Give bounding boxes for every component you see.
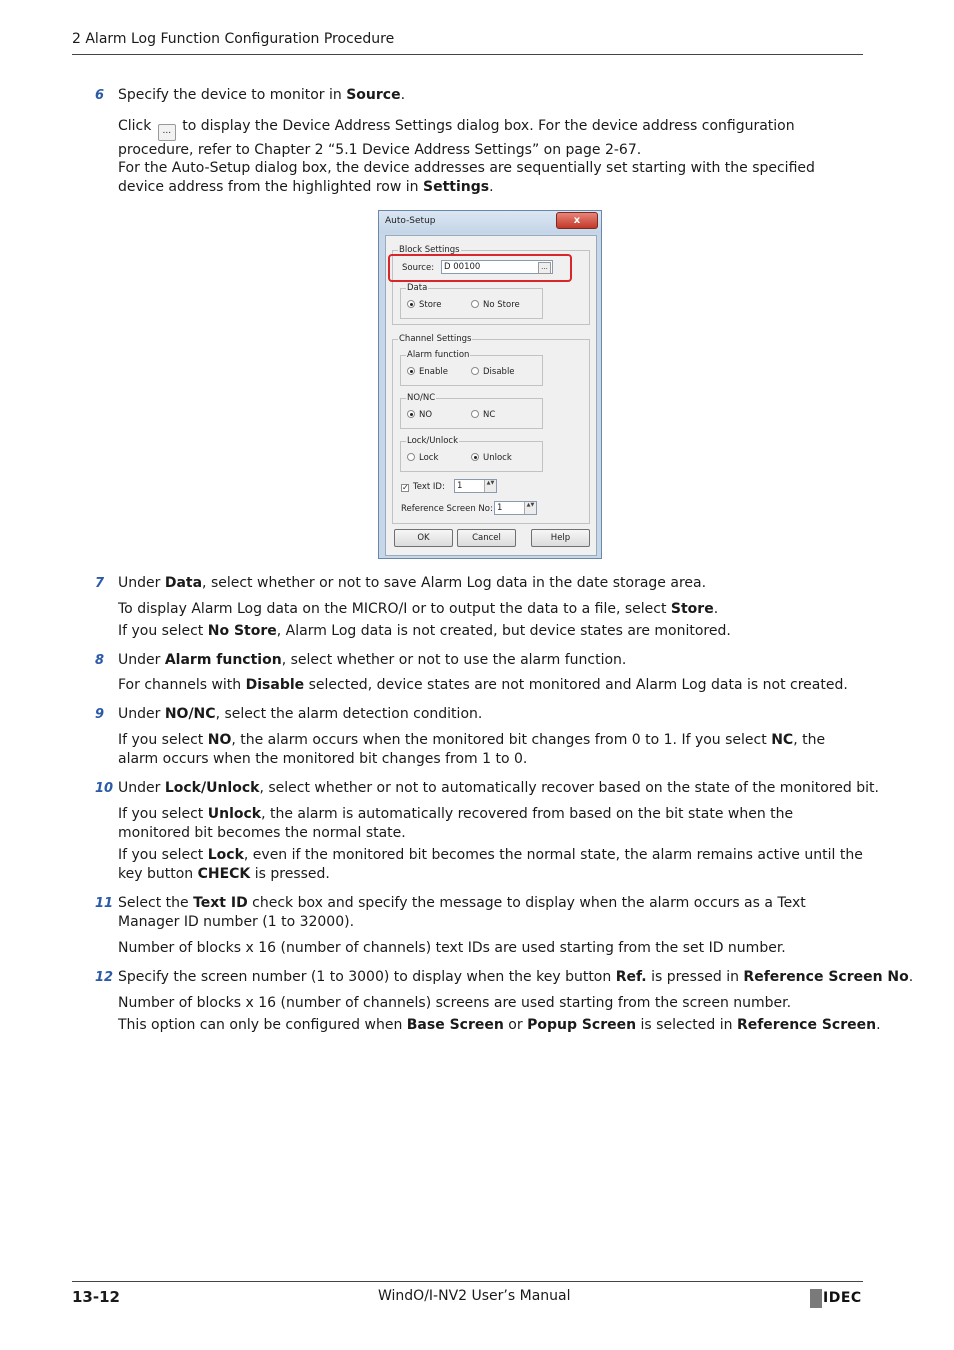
help-button[interactable]: Help [531, 529, 590, 547]
step-11-main: Select the Text ID check box and specify the message to display when the alarm occurs as a Text Manager ID number (1 to 32000). [118, 895, 806, 930]
browse-icon[interactable]: ... [538, 262, 551, 274]
reference-screen-label: Reference Screen No: [401, 504, 493, 514]
dialog-titlebar [379, 211, 601, 233]
ok-button[interactable]: OK [394, 529, 453, 547]
alarm-function-caption: Alarm function [407, 350, 470, 360]
close-icon[interactable]: x [556, 212, 598, 229]
lock-unlock-group [400, 436, 543, 472]
step-6-para-2: For the Auto-Setup dialog box, the device addresses are sequentially set starting with the specified device address from the highlighted row in Settings. [118, 160, 815, 195]
data-group [400, 283, 543, 319]
dialog-title: Auto-Setup [385, 216, 436, 226]
step-10-para-1: If you select Unlock, the alarm is automatically recovered from based on the bit state when the monitored bit becomes the normal state. [118, 806, 794, 841]
step-11-para-1: Number of blocks x 16 (number of channels) text IDs are used starting from the set ID number. [118, 940, 786, 956]
manual-title: WindO/I-NV2 User’s Manual [378, 1288, 571, 1304]
reference-screen-input[interactable]: 1 ▲▼ [494, 501, 537, 515]
step-6-para-1: Click ... to display the Device Address Settings dialog box. For the device address configuration procedure, refer to Chapter 2 “5.1 Device Address Settings” on page 2-67. [118, 118, 795, 158]
lock-unlock-caption: Lock/Unlock [407, 436, 459, 446]
step-9-para-1: If you select NO, the alarm occurs when the monitored bit changes from 0 to 1. If you select NC, the alarm occurs when the monitored bit changes from 1 to 0. [118, 732, 826, 767]
page-number: 13-12 [72, 1288, 120, 1306]
nc-radio[interactable]: NC [471, 410, 495, 421]
step-9-main: Under NO/NC, select the alarm detection condition. [118, 706, 483, 722]
radio-icon [471, 300, 479, 308]
step-12-main: Specify the screen number (1 to 3000) to display when the key button Ref. is pressed in Reference Screen No. [118, 969, 914, 985]
footer-rule [72, 1281, 863, 1282]
text-id-checkbox[interactable]: ✓ Text ID: [402, 482, 445, 492]
unlock-radio[interactable]: Unlock [471, 453, 512, 464]
lock-radio[interactable]: Lock [407, 453, 438, 464]
radio-icon [471, 367, 479, 375]
step-6-main: Specify the device to monitor in Source. [118, 87, 406, 103]
data-caption: Data [407, 283, 428, 293]
text-id-input[interactable]: 1 ▲▼ [454, 479, 497, 493]
spin-icon[interactable]: ▲▼ [524, 502, 536, 514]
radio-icon [407, 453, 415, 461]
header-rule [72, 54, 863, 55]
no-store-radio[interactable]: No Store [471, 300, 520, 311]
spin-icon[interactable]: ▲▼ [484, 480, 496, 492]
step-10-para-2: If you select Lock, even if the monitored bit becomes the normal state, the alarm remains active until the key button CHECK is pressed. [118, 847, 863, 882]
radio-selected-icon [407, 410, 415, 418]
radio-icon [471, 410, 479, 418]
step-12-number: 12 [95, 970, 114, 985]
step-10-number: 10 [95, 781, 114, 796]
dialog-body [385, 235, 597, 556]
step-8-number: 8 [95, 653, 105, 668]
source-highlight-box [388, 254, 572, 282]
no-radio[interactable]: NO [407, 410, 432, 421]
source-label: Source: [402, 263, 435, 273]
step-12-para-1: Number of blocks x 16 (number of channels) screens are used starting from the screen number. [118, 995, 792, 1011]
logo-bar [810, 1289, 822, 1308]
step-7-para-2: If you select No Store, Alarm Log data is not created, but device states are monitored. [118, 623, 731, 639]
alarm-function-group [400, 350, 543, 386]
step-9-number: 9 [95, 707, 105, 722]
step-10-main: Under Lock/Unlock, select whether or not to automatically recover based on the state of the monitored bit. [118, 780, 879, 796]
nonc-caption: NO/NC [407, 393, 436, 403]
idec-logo [810, 1289, 864, 1308]
block-settings-caption: Block Settings [399, 245, 460, 255]
browse-button-icon: ... [158, 124, 176, 141]
channel-settings-group [392, 334, 590, 524]
enable-radio[interactable]: Enable [407, 367, 448, 378]
step-11-number: 11 [95, 896, 114, 911]
radio-selected-icon [407, 367, 415, 375]
source-input[interactable]: D 00100 ... [441, 260, 553, 274]
step-7-number: 7 [95, 576, 105, 591]
store-radio[interactable]: Store [407, 300, 441, 311]
running-header: 2 Alarm Log Function Configuration Procedure [72, 31, 395, 47]
disable-radio[interactable]: Disable [471, 367, 515, 378]
logo-text: IDEC [823, 1290, 862, 1306]
step-7-main: Under Data, select whether or not to save Alarm Log data in the date storage area. [118, 575, 707, 591]
nonc-group [400, 393, 543, 429]
step-12-para-2: This option can only be configured when Base Screen or Popup Screen is selected in Reference Screen. [118, 1017, 881, 1033]
step-8-para-1: For channels with Disable selected, device states are not monitored and Alarm Log data is not created. [118, 677, 848, 693]
radio-selected-icon [407, 300, 415, 308]
checkbox-checked-icon: ✓ [402, 483, 409, 492]
channel-settings-caption: Channel Settings [399, 334, 472, 344]
radio-selected-icon [471, 453, 479, 461]
step-6-number: 6 [95, 88, 105, 103]
step-8-main: Under Alarm function, select whether or not to use the alarm function. [118, 652, 627, 668]
step-7-para-1: To display Alarm Log data on the MICRO/I or to output the data to a file, select Store. [118, 601, 719, 617]
cancel-button[interactable]: Cancel [457, 529, 516, 547]
